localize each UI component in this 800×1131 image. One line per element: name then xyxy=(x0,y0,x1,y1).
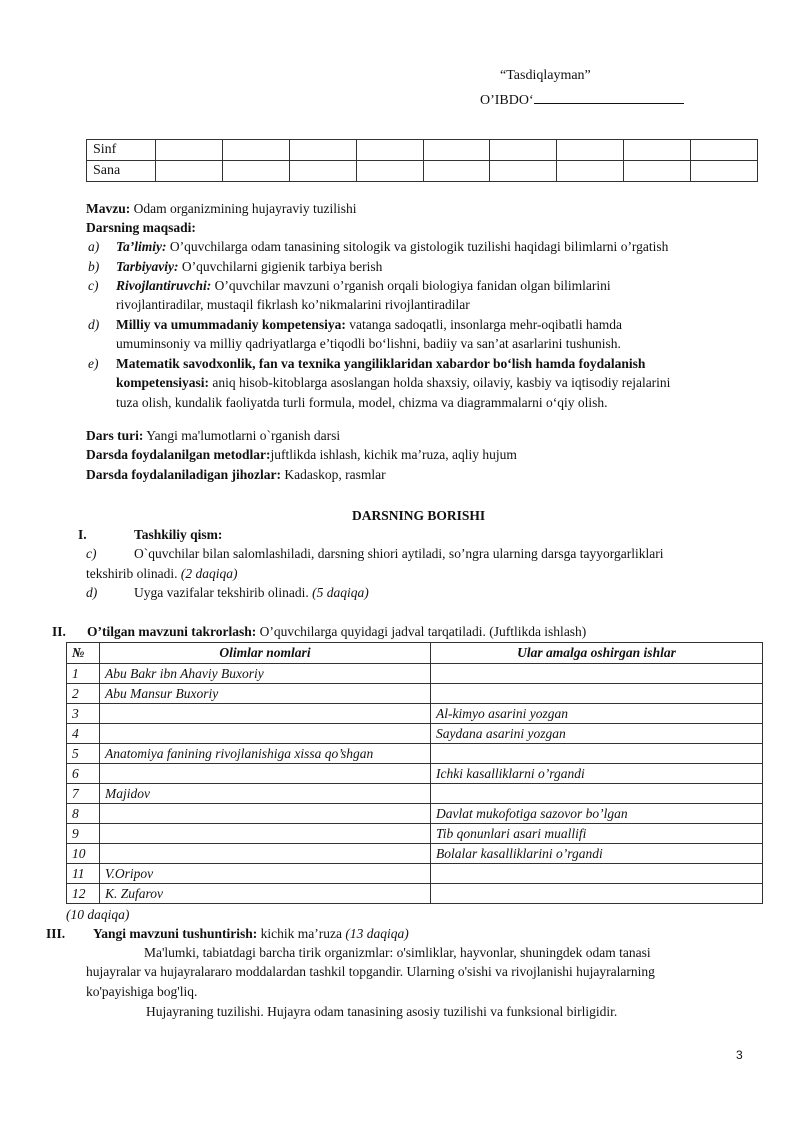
grid-cell xyxy=(624,140,691,161)
scientist-work: Tib qonunlari asari muallifi xyxy=(431,824,763,844)
table-row xyxy=(67,724,763,744)
director-label: O’IBDO‘ xyxy=(480,93,534,108)
section3-para2: Hujayraning tuzilishi. Hujayra odam tanasining asosiy tuzilishi va funksional birligidir. xyxy=(146,1004,618,1019)
grid-cell xyxy=(557,161,624,182)
row-number: 8 xyxy=(67,804,100,824)
scientist-name: Anatomiya fanining rivojlanishiga xissa qo’shgan xyxy=(100,744,431,764)
section1-c-text: O`quvchilar bilan salomlashiladi, darsning shiori aytiladi, so’ngra ularning darsga tayyorgarliklari xyxy=(134,546,664,561)
section3-para1-line1: Ma'lumki, tabiatdagi barcha tirik organizmlar: o'simliklar, hayvonlar, shuningdek odam tanasi xyxy=(144,945,651,960)
goal-a-label: Ta’limiy: xyxy=(116,239,167,254)
goal-e-label2: kompetensiyasi: xyxy=(116,375,210,390)
page-number: 3 xyxy=(736,1048,743,1062)
row-number: 1 xyxy=(67,664,100,684)
grid-cell xyxy=(289,140,356,161)
grid-cell xyxy=(490,140,557,161)
grid-cell xyxy=(691,140,758,161)
header-number: № xyxy=(67,643,100,664)
grid-cell xyxy=(490,161,557,182)
scientist-work xyxy=(431,784,763,804)
scientist-work xyxy=(431,864,763,884)
grid-cell xyxy=(289,161,356,182)
section3-para1-line3: ko'payishiga bog'liq. xyxy=(86,984,198,999)
grid-cell xyxy=(691,161,758,182)
scientist-work: Davlat mukofotiga sazovor bo’lgan xyxy=(431,804,763,824)
section1-c xyxy=(86,545,664,563)
scientist-name: K. Zufarov xyxy=(100,884,431,904)
section2-title: O’tilgan mavzuni takrorlash: xyxy=(87,624,257,639)
goal-c-letter: c) xyxy=(88,278,99,293)
section1-d xyxy=(86,584,369,602)
table-row xyxy=(67,704,763,724)
section2-number: II. xyxy=(52,624,66,639)
lesson-equipment-text: Kadaskop, rasmlar xyxy=(281,467,386,482)
section1-d-letter: d) xyxy=(86,585,98,600)
table-row xyxy=(67,884,763,904)
grid-label-date: Sana xyxy=(87,161,156,182)
progress-title: DARSNING BORISHI xyxy=(352,508,486,523)
goal-c-text: O’quvchilar mavzuni o’rganish orqali biologiya fanidan olgan bilimlarini xyxy=(211,278,611,293)
approval-title: “Tasdiqlayman” xyxy=(500,68,591,83)
section1-c-continued xyxy=(86,565,238,583)
scientist-name: Abu Bakr ibn Ahaviy Buxoriy xyxy=(100,664,431,684)
scientists-table xyxy=(66,642,763,904)
grid-row-class xyxy=(87,140,758,161)
goal-e-label: Matematik savodxonlik, fan va texnika yangiliklaridan xabardor bo‘lish hamda foydalanish xyxy=(116,356,646,371)
goal-d-letter: d) xyxy=(88,317,100,332)
scientist-work xyxy=(431,664,763,684)
goal-e xyxy=(88,355,646,373)
section1-c-time: (2 daqiqa) xyxy=(180,566,238,581)
section2-heading xyxy=(52,623,587,641)
row-number: 7 xyxy=(67,784,100,804)
scientist-work xyxy=(431,684,763,704)
scientist-work: Saydana asarini yozgan xyxy=(431,724,763,744)
goal-b-text: O’quvchilarni gigienik tarbiya berish xyxy=(178,259,383,274)
row-number: 5 xyxy=(67,744,100,764)
scientist-name xyxy=(100,824,431,844)
section3-title: Yangi mavzuni tushuntirish: xyxy=(93,926,258,941)
topic-text: Odam organizmining hujayraviy tuzilishi xyxy=(130,201,357,216)
goal-e-line3: tuza olish, kundalik faoliyatda turli formula, model, chizma va diagrammalarni o‘qiy olish. xyxy=(116,395,608,410)
table-row xyxy=(67,784,763,804)
goal-d-label: Milliy va umummadaniy kompetensiya: xyxy=(116,317,346,332)
section3-time: (13 daqiqa) xyxy=(345,926,409,941)
row-number: 2 xyxy=(67,684,100,704)
grid-row-date xyxy=(87,161,758,182)
goal-e-line2 xyxy=(116,374,670,392)
section3-para1-line2: hujayralar va hujayralararo moddalardan tashkil topgandir. Ularning o'sishi va rivojlanishi hujayralarning xyxy=(86,964,655,979)
class-date-grid xyxy=(86,139,758,182)
grid-cell xyxy=(156,161,223,182)
row-number: 9 xyxy=(67,824,100,844)
table-row xyxy=(67,844,763,864)
grid-cell xyxy=(423,140,490,161)
table-row xyxy=(67,684,763,704)
grid-cell xyxy=(356,161,423,182)
goal-a-text: O’quvchilarga odam tanasining sitologik va gistologik tuzilishi haqidagi bilimlarni o’rgatish xyxy=(166,239,669,254)
goal-a-letter: a) xyxy=(88,239,100,254)
scientist-work: Bolalar kasalliklarini o’rgandi xyxy=(431,844,763,864)
scientist-name xyxy=(100,804,431,824)
approval-signature-line xyxy=(480,90,684,109)
scientist-name: Majidov xyxy=(100,784,431,804)
scientist-work xyxy=(431,884,763,904)
goal-d xyxy=(88,316,623,334)
scientist-name: Abu Mansur Buxoriy xyxy=(100,684,431,704)
row-number: 12 xyxy=(67,884,100,904)
scientist-name: V.Oripov xyxy=(100,864,431,884)
scientist-name xyxy=(100,704,431,724)
section1-number: I. xyxy=(78,527,87,542)
goals-title: Darsning maqsadi: xyxy=(86,220,196,235)
section3-heading xyxy=(46,925,409,943)
row-number: 11 xyxy=(67,864,100,884)
table-row xyxy=(67,764,763,784)
section3-number: III. xyxy=(46,926,66,941)
table-row xyxy=(67,744,763,764)
lesson-methods-label: Darsda foydalanilgan metodlar: xyxy=(86,447,271,462)
grid-cell xyxy=(557,140,624,161)
table-row xyxy=(67,664,763,684)
section1-d-time: (5 daqiqa) xyxy=(312,585,369,600)
scientist-work: Al-kimyo asarini yozgan xyxy=(431,704,763,724)
grid-label-class: Sinf xyxy=(87,140,156,161)
row-number: 4 xyxy=(67,724,100,744)
scientist-work xyxy=(431,744,763,764)
section3-text: kichik ma’ruza xyxy=(257,926,346,941)
grid-cell xyxy=(423,161,490,182)
goal-c xyxy=(88,277,611,295)
grid-cell xyxy=(624,161,691,182)
signature-blank xyxy=(534,90,684,104)
lesson-equipment-label: Darsda foydalaniladigan jihozlar: xyxy=(86,467,282,482)
section1-c-text2: tekshirib olinadi. xyxy=(86,566,181,581)
grid-cell xyxy=(156,140,223,161)
goal-d-text: vatanga sadoqatli, insonlarga mehr-oqibatli hamda xyxy=(345,317,623,332)
row-number: 10 xyxy=(67,844,100,864)
lesson-type-text: Yangi ma'lumotlarni o`rganish darsi xyxy=(143,428,341,443)
row-number: 3 xyxy=(67,704,100,724)
scientist-work: Ichki kasalliklarni o’rgandi xyxy=(431,764,763,784)
lesson-methods xyxy=(86,446,517,464)
goal-d-continued: umuminsoniy va milliy qadriyatlarga e’tiqodli bo‘lishni, badiiy va san’at asarlarini tushunish. xyxy=(116,336,621,351)
lesson-equipment xyxy=(86,466,386,484)
goal-e-letter: e) xyxy=(88,356,99,371)
table-header-row xyxy=(67,643,763,664)
scientist-name xyxy=(100,764,431,784)
section1-c-letter: c) xyxy=(86,546,97,561)
topic-label: Mavzu: xyxy=(86,201,131,216)
goal-e-text2: aniq hisob-kitoblarga asoslangan holda shaxsiy, oilaviy, kasbiy va iqtisodiy rejalarini xyxy=(209,375,671,390)
section2-text: O’quvchilarga quyidagi jadval tarqatiladi. (Juftlikda ishlash) xyxy=(256,624,587,639)
goal-c-label: Rivojlantiruvchi: xyxy=(116,278,212,293)
lesson-type xyxy=(86,427,340,445)
goal-b xyxy=(88,258,383,276)
goal-b-letter: b) xyxy=(88,259,100,274)
lesson-type-label: Dars turi: xyxy=(86,428,144,443)
grid-cell xyxy=(222,140,289,161)
goal-a xyxy=(88,238,669,256)
section1-title: Tashkiliy qism: xyxy=(134,527,223,542)
scientist-name xyxy=(100,844,431,864)
header-works: Ular amalga oshirgan ishlar xyxy=(431,643,763,664)
lesson-methods-text: juftlikda ishlash, kichik ma’ruza, aqliy hujum xyxy=(270,447,517,462)
topic-line xyxy=(86,200,356,218)
section1-d-text: Uyga vazifalar tekshirib olinadi. xyxy=(134,585,313,600)
grid-cell xyxy=(356,140,423,161)
goal-c-continued: rivojlantiradilar, mustaqil fikrlash ko’nikmalarini rivojlantiradilar xyxy=(116,297,470,312)
section2-time: (10 daqiqa) xyxy=(66,907,130,922)
header-scientists: Olimlar nomlari xyxy=(100,643,431,664)
grid-cell xyxy=(222,161,289,182)
table-row xyxy=(67,804,763,824)
table-row xyxy=(67,824,763,844)
row-number: 6 xyxy=(67,764,100,784)
goal-b-label: Tarbiyaviy: xyxy=(116,259,179,274)
scientist-name xyxy=(100,724,431,744)
table-row xyxy=(67,864,763,884)
